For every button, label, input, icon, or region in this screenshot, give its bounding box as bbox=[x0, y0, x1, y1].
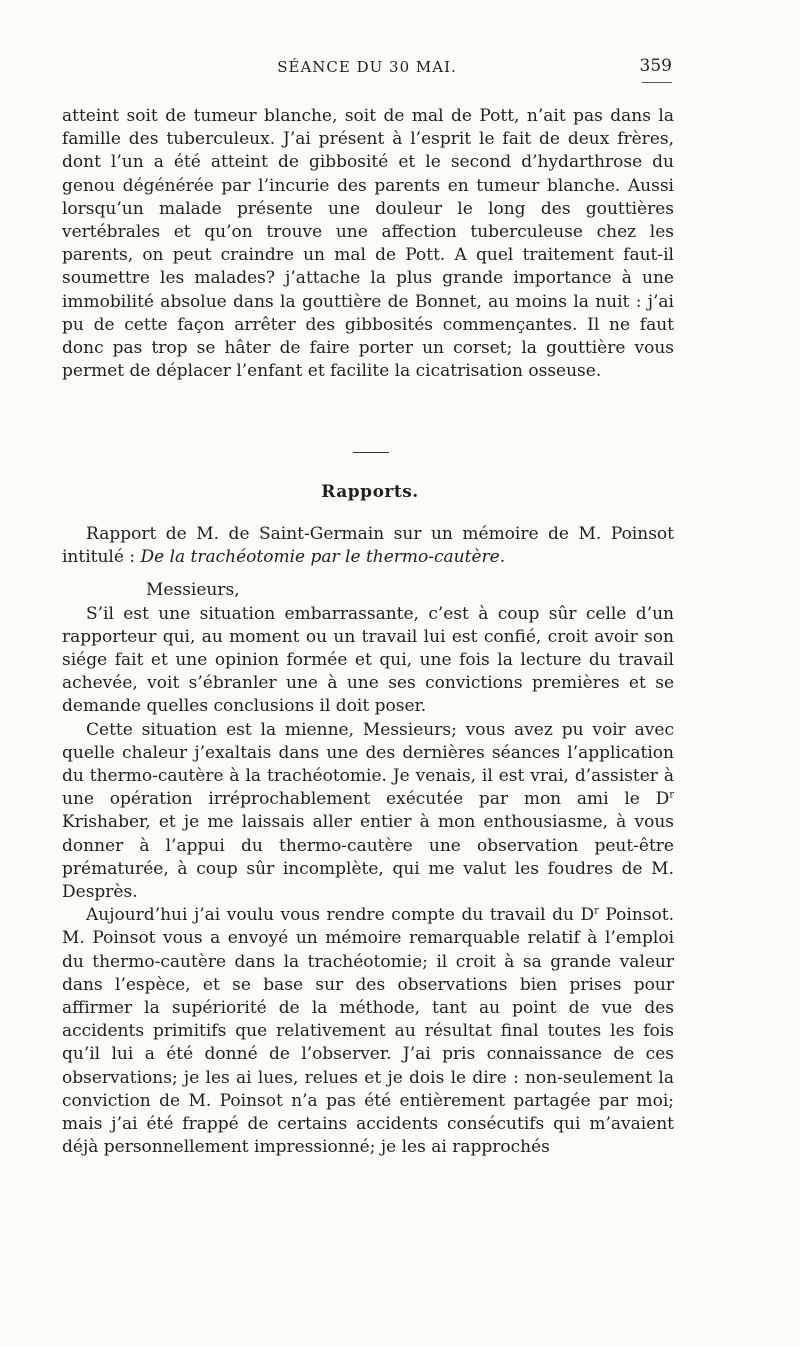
report-heading bbox=[62, 523, 674, 569]
section-title: Rapports. bbox=[321, 482, 419, 502]
paragraph-3-sup: r bbox=[594, 905, 599, 917]
header-rule bbox=[642, 82, 672, 83]
section-separator bbox=[353, 452, 389, 453]
report-intro-text: Rapport de M. de Saint-Germain sur un mémoire de M. Poinsot intitulé : bbox=[62, 524, 674, 568]
report-paragraph-2 bbox=[62, 719, 674, 905]
report-paragraph-1: S’il est une situation embarrassante, c’est à coup sûr celle d’un rapporteur qui, au moment ou un travail lui est confié, croit avoir son siége fait et une opinion formée et qui, une fois la lecture du travail achevée, voit s’ébranler une à une ses convictions premières et se demande quelles conclusions il doit poser. bbox=[62, 603, 674, 717]
paragraph-2-text-b: Krishaber, et je me laissais aller entier à mon enthousiasme, à vous donner à l’appui du thermo-cautère une observation peut-être prématurée, à coup sûr incomplète, qui me valut les foudres de M. Desprès. bbox=[62, 812, 674, 903]
paragraph-2-text-a: Cette situation est la mienne, Messieurs; vous avez pu voir avec quelle chaleur j’exaltais dans une des dernières séances l’application du thermo-cautère à la trachéotomie. Je venais, il est vrai, d’assister à une opération irréprochablement exécutée par mon ami le D bbox=[62, 719, 674, 810]
paragraph-2-sup: r bbox=[669, 789, 674, 801]
intro-block bbox=[62, 105, 674, 383]
report-title: De la trachéotomie par le thermo-cautère. bbox=[140, 547, 506, 568]
report-paragraph-3 bbox=[62, 904, 674, 1159]
page-header bbox=[62, 52, 672, 82]
intro-paragraph: atteint soit de tumeur blanche, soit de mal de Pott, n’ait pas dans la famille des tuberculeux. J’ai présent à l’esprit le fait de deux frères, dont l’un a été atteint de gibbosité et le second d’hydarthrose du genou dégénérée par l’incurie des parents en tumeur blanche. Aussi lorsqu’un malade présente une douleur le long des gouttières vertébrales et qu’on trouve une affection tuberculeuse chez les parents, on peut craindre un mal de Pott. A quel traitement faut-il soumettre les malades? j’attache la plus grande importance à une immobilité absolue dans la gouttière de Bonnet, au moins la nuit : j’ai pu de cette façon arrêter des gibbosités commençantes. Il ne faut donc pas trop se hâter de faire porter un corset; la gouttière vous permet de déplacer l’enfant et facilite la cicatrisation osseuse. bbox=[62, 106, 674, 382]
paragraph-3-text-a: Aujourd’hui j’ai voulu vous rendre compte du travail du D bbox=[86, 905, 595, 926]
report-block bbox=[62, 523, 674, 1159]
page-number: 359 bbox=[639, 56, 672, 76]
salutation: Messieurs, bbox=[146, 580, 240, 601]
running-head: SÉANCE DU 30 MAI. bbox=[277, 58, 457, 76]
paragraph-3-text-b: Poinsot. M. Poinsot vous a envoyé un mémoire remarquable relatif à l’emploi du thermo-cautère dans la trachéotomie; il croit à sa grande valeur dans l’espèce, et se base sur des observations bien prises pour affirmer la supériorité de la méthode, tant au point de vue des accidents primitifs que relativement au résultat final toutes les fois qu’il lui a été donné de l’observer. J’ai pris connaissance de ces observations; je les ai lues, relues et je dois le dire : non-seulement la conviction de M. Poinsot n’a pas été entièrement partagée par moi; mais j’ai été frappé de certains accidents consécutifs qui m’avaient déjà personnellement impressionné; je les ai rapprochés bbox=[62, 905, 674, 1158]
